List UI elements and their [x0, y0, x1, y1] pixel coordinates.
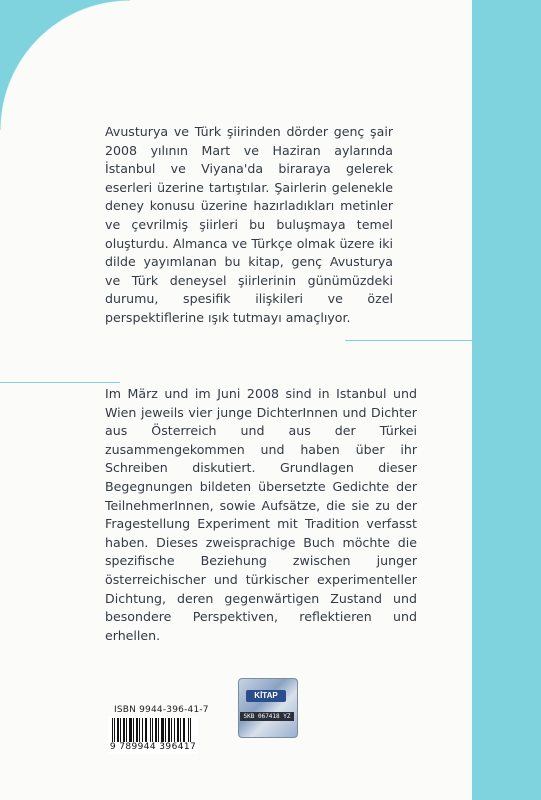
barcode-digits: 9 789944 396417	[109, 742, 197, 752]
isbn-label: ISBN 9944-396-41-7	[114, 705, 209, 715]
turkish-paragraph: Avusturya ve Türk şiirinden dörder genç şair 2008 yılının Mart ve Haziran aylarında İstanbul ve Viyana'da biraraya gelerek eserleri üzerine tartıştılar. Şairlerin gelenekle deney konusu üzerine hazırladıkları metinler ve çevrilmiş şiirleri bu buluşmaya temel oluşturdu. Almanca ve Türkçe olmak üzere iki dilde yayımlanan bu kitap, genç Avusturya ve Türk deneysel şiirlerinin günümüzdeki durumu, spesifik ilişkileri ve özel perspektiflerine ışık tutmayı amaçlıyor.	[105, 124, 393, 325]
teal-corner-decoration	[0, 0, 130, 130]
german-blurb	[105, 385, 417, 645]
hologram-badge: KİTAP	[246, 690, 286, 702]
hologram-code: SKB 067418 YZ	[240, 712, 294, 721]
divider-left	[0, 382, 120, 383]
german-paragraph: Im März und im Juni 2008 sind in Istanbul und Wien jeweils vier junge DichterInnen und Dichter aus Österreich und aus der Türkei zusammengekommen und haben über ihr Schreiben diskutiert. Grundlagen dieser Begegnungen bildeten übersetzte Gedichte der TeilnehmerInnen, sowie Aufsätze, die sie zu der Fragestellung Experiment mit Tradition verfasst haben. Dieses zweisprachige Buch möchte die spezifische Beziehung zwischen junger österreichischer und türkischer experimenteller Dichtung, deren gegenwärtigen Zustand und besondere Perspektiven, reflektieren und erhellen.	[105, 386, 417, 643]
turkish-blurb	[105, 123, 393, 328]
hologram-sticker	[238, 678, 298, 738]
divider-right	[345, 340, 472, 341]
